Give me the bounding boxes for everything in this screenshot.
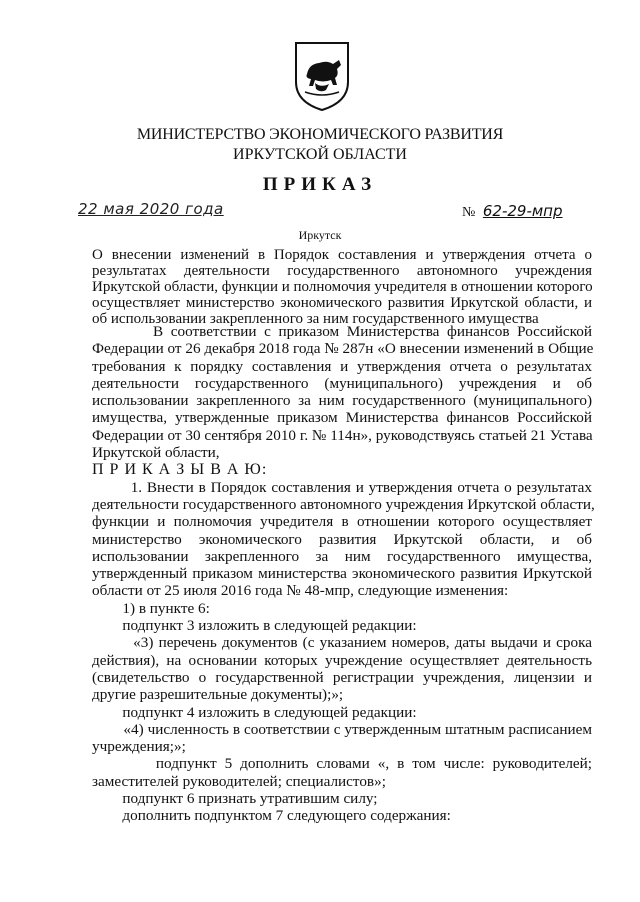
body-line: Иркутской области, xyxy=(92,444,220,462)
subject-line: осуществляет министерство экономического развития Иркутской области, и xyxy=(92,295,592,311)
body-line: деятельности государственного (муниципального) учреждения и об xyxy=(92,374,592,392)
city-name: Иркутск xyxy=(298,228,342,242)
number-sign: № xyxy=(462,205,476,220)
body-line: подпункт 3 изложить в следующей редакции: xyxy=(92,617,417,635)
subject-line: результатах деятельности государственного автономного учреждения xyxy=(92,263,592,279)
body-line: утвержденный приказом министерства экономического развития Иркутской xyxy=(92,565,592,583)
body-line: действия), на основании которых учреждение осуществляет деятельность xyxy=(92,651,592,669)
body-line: требования к порядку составления и утверждения отчета о результатах xyxy=(92,357,592,375)
subject-line: О внесении изменений в Порядок составления и утверждения отчета о xyxy=(92,247,592,263)
body-line: функции и полномочия учредителя в отношении которого осуществляет xyxy=(92,513,592,531)
handwritten-date: 22 мая 2020 года xyxy=(78,200,224,218)
body-line: Федерации от 30 сентября 2010 г. № 114н», руководствуясь статьей 21 Устава xyxy=(92,426,593,444)
subject-line: об использовании закрепленного за ним государственного имущества xyxy=(92,311,539,327)
body-line: использовании закрепленного за ним государственного имущества, xyxy=(92,547,592,565)
body-line: учреждения;»; xyxy=(92,738,186,756)
order-number xyxy=(462,202,563,221)
subject-line: Иркутской области, функции и полномочия учредителя в отношении которого xyxy=(92,279,593,295)
order-body xyxy=(92,323,595,825)
body-line: другие разрешительные документы);»; xyxy=(92,686,344,704)
decree-heading: П Р И К А З Ы В А Ю: xyxy=(92,461,268,479)
body-line: «3) перечень документов (с указанием номеров, даты выдачи и срока xyxy=(92,634,592,652)
body-line: использовании закрепленного за ним государственного (муниципального) xyxy=(92,392,592,410)
body-line: деятельности государственного автономного учреждения Иркутской области, xyxy=(92,495,595,513)
order-subject xyxy=(92,247,592,327)
body-line: области от 25 июля 2016 года № 48-мпр, следующие изменения: xyxy=(92,582,509,600)
body-line: заместителей руководителей; специалистов»; xyxy=(92,772,386,790)
body-line: «4) численность в соответствии с утвержденным штатным расписанием xyxy=(92,720,592,738)
body-line: дополнить подпунктом 7 следующего содержания: xyxy=(92,807,451,825)
body-line: Федерации от 26 декабря 2018 года № 287н «О внесении изменений в Общие xyxy=(92,340,594,358)
body-line: 1. Внести в Порядок составления и утверждения отчета о результатах xyxy=(92,478,592,496)
ministry-name-line1: МИНИСТЕРСТВО ЭКОНОМИЧЕСКОГО РАЗВИТИЯ xyxy=(136,126,504,143)
document-type-title: ПРИКАЗ xyxy=(262,174,378,195)
body-line: министерство экономического развития Иркутской области, и об xyxy=(92,530,592,548)
body-line: подпункт 4 изложить в следующей редакции: xyxy=(92,703,417,721)
body-line: (свидетельство о государственной регистрации учреждения, лицензии и xyxy=(92,668,592,686)
handwritten-number: 62-29-мпр xyxy=(482,202,563,220)
body-line: подпункт 6 признать утратившим силу; xyxy=(92,790,378,808)
coat-of-arms-icon xyxy=(293,40,351,112)
body-line: подпункт 5 дополнить словами «, в том числе: руководителей; xyxy=(92,755,592,773)
body-line: имущества, утвержденные приказом Министерства финансов Российской xyxy=(92,409,592,427)
body-line: 1) в пункте 6: xyxy=(92,599,210,617)
body-line: В соответствии с приказом Министерства финансов Российской xyxy=(92,323,592,340)
ministry-name-line2: ИРКУТСКОЙ ОБЛАСТИ xyxy=(233,146,407,163)
